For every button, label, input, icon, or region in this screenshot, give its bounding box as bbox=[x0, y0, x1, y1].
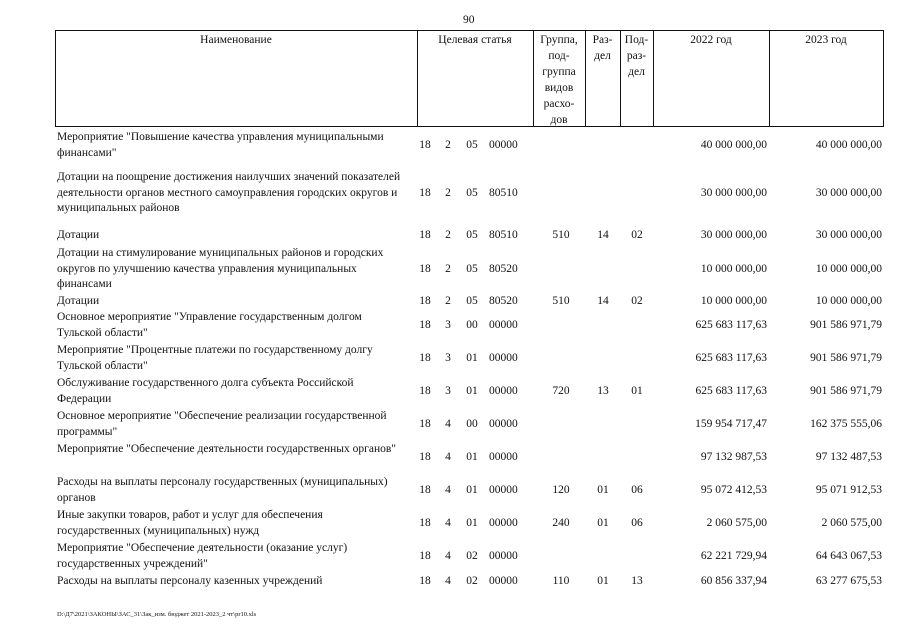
amount-2023: 63 277 675,53 bbox=[815, 575, 882, 587]
subsection: 02 bbox=[631, 229, 643, 241]
row-name: Основное мероприятие "Обеспечение реализации государственной программы" bbox=[57, 410, 387, 438]
amount-2022: 40 000 000,00 bbox=[700, 139, 767, 151]
target-subprogram: 4 bbox=[445, 484, 451, 496]
target-direction: 00000 bbox=[489, 319, 518, 331]
target-program: 18 bbox=[419, 517, 431, 529]
target-event: 05 bbox=[466, 263, 478, 275]
expense-group: 510 bbox=[552, 229, 570, 241]
target-subprogram: 4 bbox=[445, 418, 451, 430]
target-event: 02 bbox=[466, 575, 478, 587]
amount-2023: 95 071 912,53 bbox=[815, 484, 882, 496]
subsection: 06 bbox=[631, 484, 643, 496]
section: 01 bbox=[597, 575, 609, 587]
amount-2023: 10 000 000,00 bbox=[815, 263, 882, 275]
target-event: 02 bbox=[466, 550, 478, 562]
target-program: 18 bbox=[419, 575, 431, 587]
header-section: Раз- дел bbox=[592, 34, 613, 62]
target-direction: 80520 bbox=[489, 295, 518, 307]
target-direction: 00000 bbox=[489, 385, 518, 397]
target-subprogram: 2 bbox=[445, 295, 451, 307]
row-name: Иные закупки товаров, работ и услуг для обеспечения государственных (муниципальных) нужд bbox=[57, 509, 323, 537]
header-name: Наименование bbox=[200, 34, 272, 46]
target-program: 18 bbox=[419, 319, 431, 331]
header-2022: 2022 год bbox=[690, 34, 732, 46]
amount-2023: 2 060 575,00 bbox=[821, 517, 882, 529]
amount-2022: 60 856 337,94 bbox=[700, 575, 767, 587]
target-program: 18 bbox=[419, 263, 431, 275]
target-subprogram: 4 bbox=[445, 451, 451, 463]
target-event: 05 bbox=[466, 229, 478, 241]
target-event: 00 bbox=[466, 418, 478, 430]
target-program: 18 bbox=[419, 295, 431, 307]
target-direction: 80510 bbox=[489, 187, 518, 199]
target-subprogram: 2 bbox=[445, 263, 451, 275]
target-direction: 00000 bbox=[489, 418, 518, 430]
subsection: 02 bbox=[631, 295, 643, 307]
target-program: 18 bbox=[419, 550, 431, 562]
expense-group: 720 bbox=[552, 385, 570, 397]
row-name: Дотации bbox=[57, 229, 100, 241]
target-event: 01 bbox=[466, 352, 478, 364]
target-program: 18 bbox=[419, 385, 431, 397]
expense-group: 120 bbox=[552, 484, 570, 496]
row-name: Мероприятие "Повышение качества управления муниципальными финансами" bbox=[57, 131, 384, 159]
page-number: 90 bbox=[463, 14, 475, 26]
row-name: Обслуживание государственного долга субъекта Российской Федерации bbox=[57, 377, 354, 405]
section: 01 bbox=[597, 517, 609, 529]
amount-2022: 625 683 117,63 bbox=[695, 319, 767, 331]
footer-file-path: D:\Д7\2021\ЗАКОНЫ\ЗАС_31\Зак_изм. бюджет 2021-2023_2 чт\pr10.xls bbox=[57, 611, 257, 618]
amount-2023: 40 000 000,00 bbox=[815, 139, 882, 151]
table-header bbox=[55, 30, 884, 126]
target-program: 18 bbox=[419, 352, 431, 364]
target-subprogram: 4 bbox=[445, 550, 451, 562]
target-direction: 00000 bbox=[489, 139, 518, 151]
amount-2022: 95 072 412,53 bbox=[700, 484, 767, 496]
row-name: Основное мероприятие "Управление государственным долгом Тульской области" bbox=[57, 311, 362, 339]
amount-2022: 62 221 729,94 bbox=[700, 550, 767, 562]
target-direction: 00000 bbox=[489, 550, 518, 562]
amount-2022: 97 132 987,53 bbox=[700, 451, 767, 463]
target-event: 01 bbox=[466, 451, 478, 463]
target-program: 18 bbox=[419, 229, 431, 241]
target-subprogram: 4 bbox=[445, 517, 451, 529]
amount-2022: 30 000 000,00 bbox=[700, 229, 767, 241]
amount-2023: 30 000 000,00 bbox=[815, 187, 882, 199]
section: 13 bbox=[597, 385, 609, 397]
subsection: 13 bbox=[631, 575, 643, 587]
amount-2022: 30 000 000,00 bbox=[700, 187, 767, 199]
amount-2022: 625 683 117,63 bbox=[695, 385, 767, 397]
subsection: 06 bbox=[631, 517, 643, 529]
target-program: 18 bbox=[419, 418, 431, 430]
row-name: Дотации на поощрение достижения наилучших значений показателей деятельности органов местного самоуправления городских округов и муниципальных районов bbox=[57, 171, 401, 214]
target-event: 01 bbox=[466, 385, 478, 397]
amount-2023: 901 586 971,79 bbox=[810, 352, 882, 364]
row-name: Мероприятие "Обеспечение деятельности (оказание услуг) государственных учреждений" bbox=[57, 542, 348, 570]
target-direction: 80510 bbox=[489, 229, 518, 241]
expense-group: 240 bbox=[552, 517, 570, 529]
target-event: 05 bbox=[466, 187, 478, 199]
target-direction: 00000 bbox=[489, 451, 518, 463]
target-program: 18 bbox=[419, 484, 431, 496]
amount-2023: 901 586 971,79 bbox=[810, 385, 882, 397]
expense-group: 110 bbox=[552, 575, 570, 587]
target-subprogram: 3 bbox=[445, 352, 451, 364]
section: 14 bbox=[597, 295, 609, 307]
header-target: Целевая статья bbox=[438, 34, 512, 46]
row-name: Расходы на выплаты персоналу государственных (муниципальных) органов bbox=[57, 476, 388, 504]
target-event: 00 bbox=[466, 319, 478, 331]
target-subprogram: 2 bbox=[445, 229, 451, 241]
target-direction: 00000 bbox=[489, 352, 518, 364]
section: 14 bbox=[597, 229, 609, 241]
target-event: 05 bbox=[466, 295, 478, 307]
target-direction: 00000 bbox=[489, 517, 518, 529]
target-event: 05 bbox=[466, 139, 478, 151]
target-direction: 00000 bbox=[489, 484, 518, 496]
amount-2023: 901 586 971,79 bbox=[810, 319, 882, 331]
target-direction: 80520 bbox=[489, 263, 518, 275]
target-subprogram: 2 bbox=[445, 187, 451, 199]
target-program: 18 bbox=[419, 187, 431, 199]
amount-2023: 64 643 067,53 bbox=[815, 550, 882, 562]
target-direction: 00000 bbox=[489, 575, 518, 587]
amount-2023: 10 000 000,00 bbox=[815, 295, 882, 307]
amount-2023: 97 132 487,53 bbox=[815, 451, 882, 463]
target-program: 18 bbox=[419, 451, 431, 463]
amount-2023: 30 000 000,00 bbox=[815, 229, 882, 241]
target-subprogram: 3 bbox=[445, 319, 451, 331]
amount-2022: 159 954 717,47 bbox=[695, 418, 767, 430]
header-group: Группа, под- группа видов расхо- дов bbox=[540, 34, 578, 126]
row-name: Дотации bbox=[57, 295, 100, 307]
target-subprogram: 3 bbox=[445, 385, 451, 397]
row-name: Дотации на стимулирование муниципальных районов и городских округов по улучшению качества управления муниципальных финансами bbox=[57, 247, 384, 290]
subsection: 01 bbox=[631, 385, 643, 397]
header-2023: 2023 год bbox=[805, 34, 847, 46]
header-subsection: Под- раз- дел bbox=[624, 34, 649, 78]
amount-2022: 625 683 117,63 bbox=[695, 352, 767, 364]
target-subprogram: 4 bbox=[445, 575, 451, 587]
amount-2022: 10 000 000,00 bbox=[700, 263, 767, 275]
section: 01 bbox=[597, 484, 609, 496]
row-name: Мероприятие "Обеспечение деятельности государственных органов" bbox=[57, 443, 396, 455]
row-name: Расходы на выплаты персоналу казенных учреждений bbox=[57, 575, 323, 587]
target-event: 01 bbox=[466, 484, 478, 496]
row-name: Мероприятие "Процентные платежи по государственному долгу Тульской области" bbox=[57, 344, 373, 372]
amount-2022: 10 000 000,00 bbox=[700, 295, 767, 307]
target-subprogram: 2 bbox=[445, 139, 451, 151]
target-program: 18 bbox=[419, 139, 431, 151]
expense-group: 510 bbox=[552, 295, 570, 307]
amount-2022: 2 060 575,00 bbox=[706, 517, 767, 529]
amount-2023: 162 375 555,06 bbox=[810, 418, 882, 430]
target-event: 01 bbox=[466, 517, 478, 529]
